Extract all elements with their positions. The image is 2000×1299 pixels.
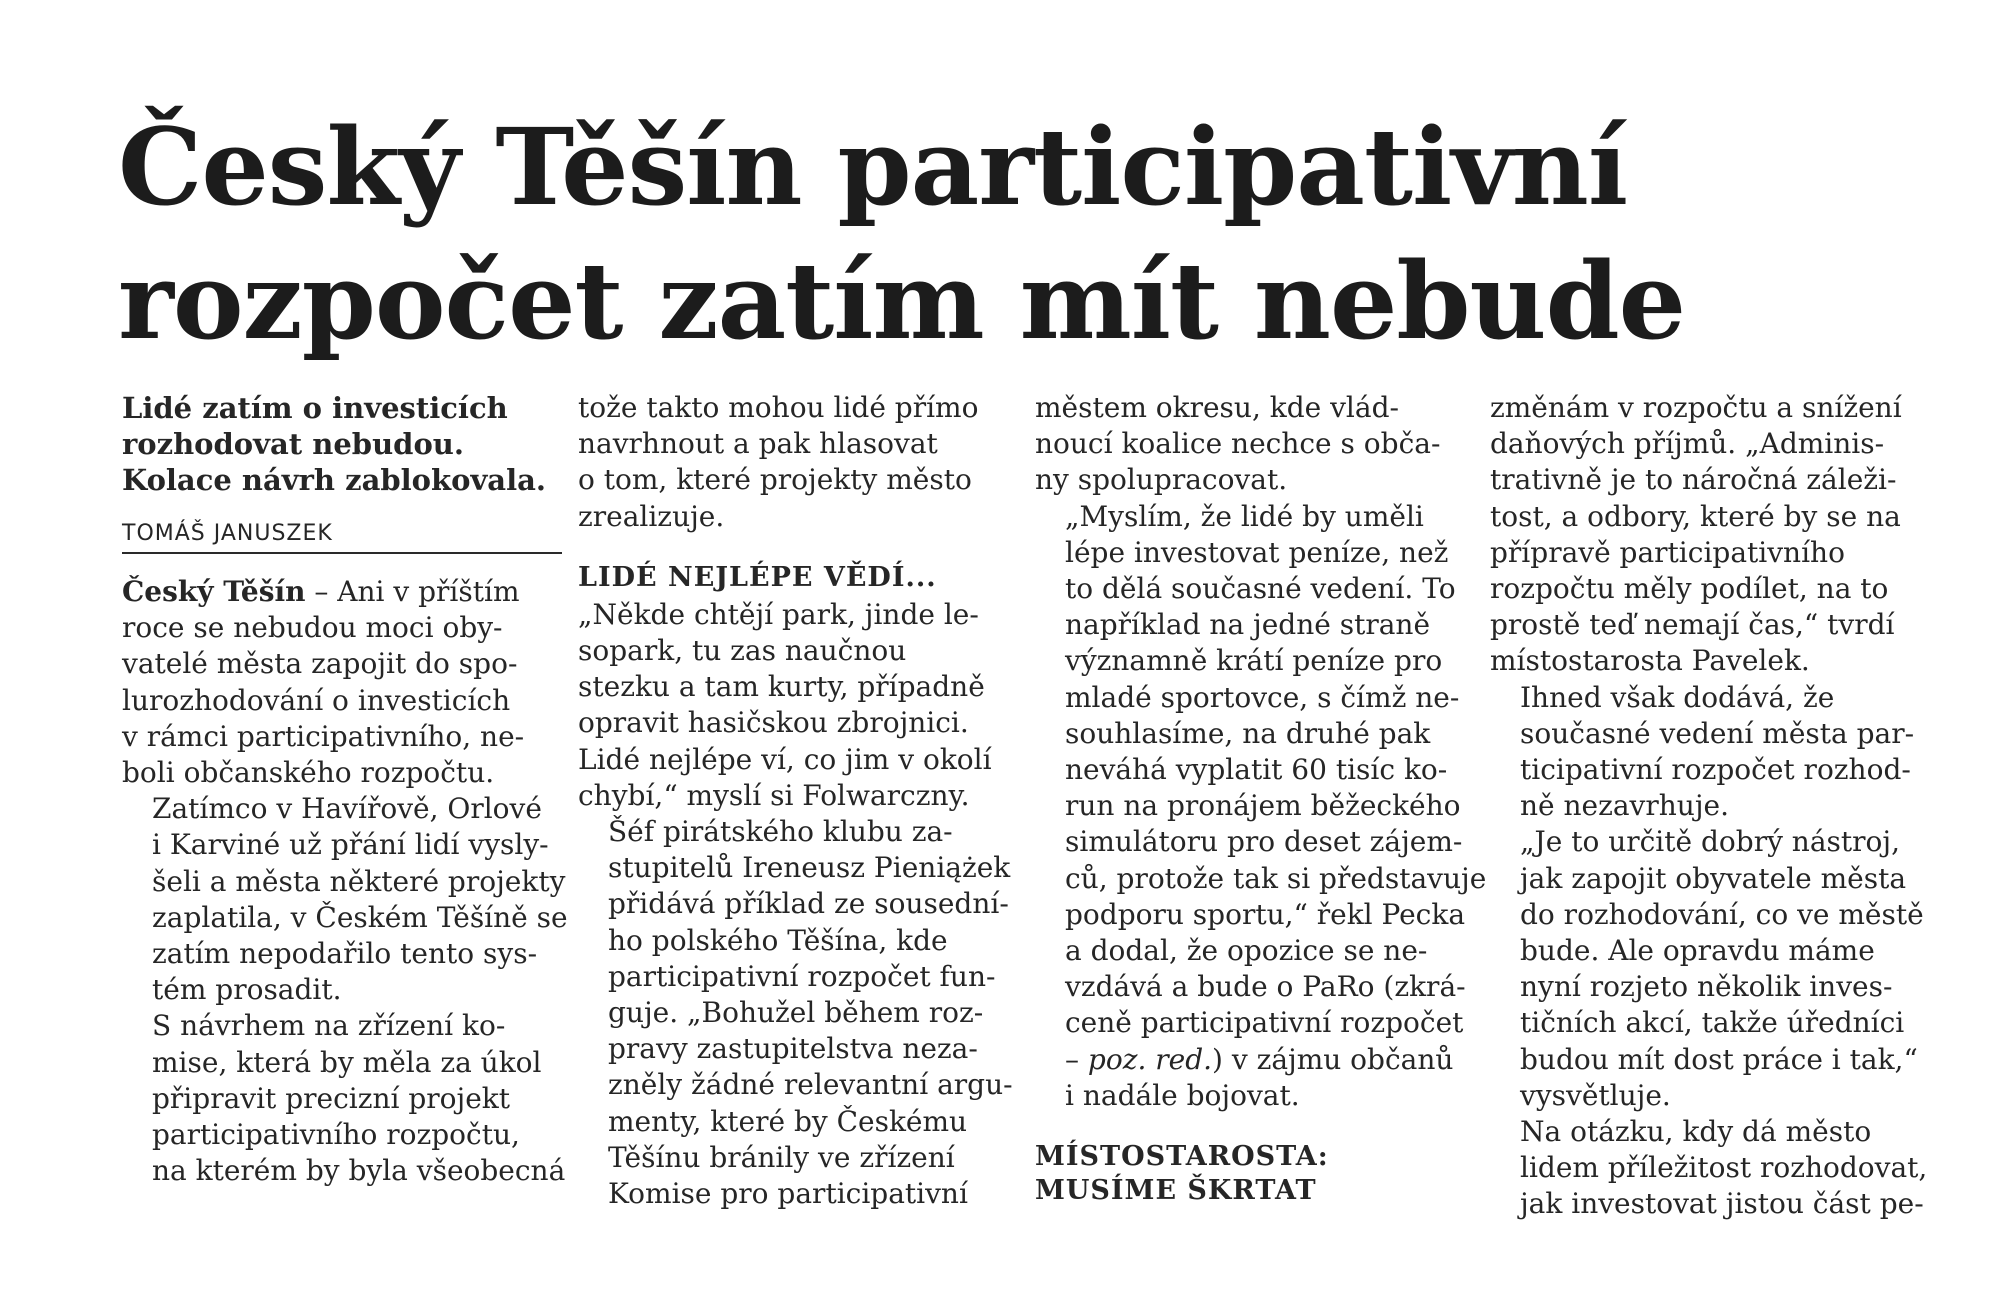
body-paragraph: „Myslím, že lidé by uměli lépe investovat peníze, než to dělá současné vedení. To například na jedné straně významně krátí peníze pro mladé sportovce, s čímž ne- souhlasíme, na druhé pak neváhá vyplatit 60 tisíc ko- run na pronájem běžeckého simulátoru pro deset zájem- ců, protože tak si představuje podporu sportu,“ řekl Pecka a dodal, že opozice se ne- vzdává a bude o PaRo (zkrá- ceně participativní rozpočet – poz. red.) v zájmu občanů i nadále bojovat. [1065, 499, 1487, 1112]
headline [118, 100, 1918, 368]
dateline: Český Těšín [122, 575, 306, 608]
body-paragraph: Ihned však dodává, že současné vedení města par- ticipativní rozpočet rozhod- ně nezavrhuje. [1520, 680, 1915, 823]
article-column-3 [1035, 390, 1487, 1210]
body-paragraph: Český Těšín – Ani v příštím roce se nebudou moci oby- vatelé města zapojit do spo- lurozhodování o investicích v rámci participativního, ne- boli občanského rozpočtu. [122, 575, 525, 790]
body-paragraph: Na otázku, kdy dá město lidem příležitost rozhodovat, jak investovat jistou část pe- [1520, 1115, 1928, 1221]
editor-note: poz. red. [1087, 1042, 1213, 1076]
body-paragraph: S návrhem na zřízení ko- mise, která by měla za úkol připravit precizní projekt participativního rozpočtu, na kterém by byla všeobecná [152, 1009, 566, 1188]
headline-line-1: Český Těšín participativní [118, 104, 1628, 229]
body-paragraph: „Je to určitě dobrý nástroj, jak zapojit obyvatele města do rozhodování, co ve městě bude. Ale opravdu máme nyní rozjeto několik inves- tičních akcí, takže úředníci budou mít dost práce i tak,“ vysvětluje. [1520, 825, 1924, 1112]
article-column-4 [1490, 390, 1930, 1223]
subheading: MÍSTOSTAROSTA: MUSÍME ŠKRTAT [1035, 1141, 1329, 1207]
body-paragraph: Šéf pirátského klubu za- stupitelů Ireneusz Pieniążek přidává příklad ze sousední- ho polského Těšína, kde participativní rozpočet fun- guje. „Bohužel během roz- pravy zastupitelstva neza- zněly žádné relevantní argu- menty, které by Českému Těšínu bránily ve zřízení Komise pro participativní [608, 815, 1013, 1211]
body-paragraph: změnám v rozpočtu a snížení daňových příjmů. „Adminis- trativně je to náročná záleži- tost, a odbory, které by se na přípravě participativního rozpočtu měly podílet, na to prostě teď nemají čas,“ tvrdí místostarosta Pavelek. [1490, 391, 1902, 678]
subheading: LIDÉ NEJLÉPE VĚDÍ... [578, 561, 937, 593]
body-paragraph: Zatímco v Havířově, Orlové i Karviné už přání lidí vysly- šeli a města některé projekty zaplatila, v Českém Těšíně se zatím nepodařilo tento sys- tém prosadit. [152, 792, 568, 1007]
article-column-1 [122, 390, 568, 1189]
byline: TOMÁŠ JANUSZEK [122, 520, 562, 554]
body-paragraph: tože takto mohou lidé přímo navrhnout a pak hlasovat o tom, které projekty město zrealizuje. [578, 391, 979, 533]
article-column-2 [578, 390, 1018, 1212]
lead-paragraph: Lidé zatím o investicích rozhodovat nebudou. Kolace návrh zablokovala. [122, 391, 546, 497]
body-paragraph: „Někde chtějí park, jinde le- sopark, tu zas naučnou stezku a tam kurty, případně opravit hasičskou zbrojnici. Lidé nejlépe ví, co jim v okolí chybí,“ myslí si Folwarczny. [578, 597, 992, 812]
headline-line-2: rozpočet zatím mít nebude [118, 238, 1686, 363]
body-paragraph: městem okresu, kde vlád- noucí koalice nechce s obča- ny spolupracovat. [1035, 391, 1441, 497]
